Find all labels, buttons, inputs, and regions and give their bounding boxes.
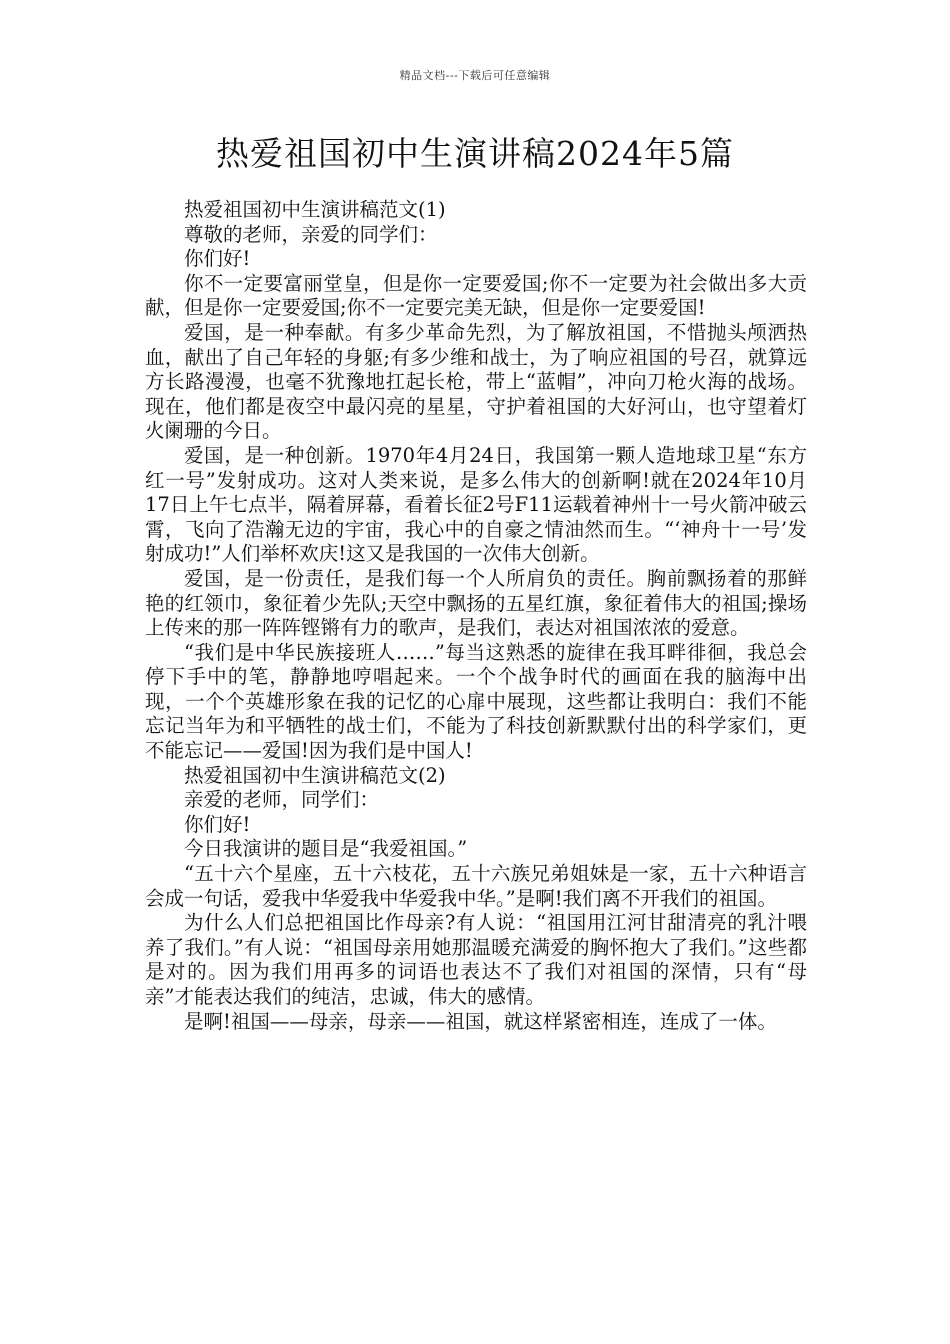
paragraph: 为什么人们总把祖国比作母亲?有人说：“祖国用江河甘甜清亮的乳汁喂养了我们。”有人说：“祖国母亲用她那温暖充满爱的胸怀抱大了我们。”这些都是对的。因为我们用再多的词语也表达不了我们对祖国的深情，只有“母亲”才能表达我们的纯洁，忠诚，伟大的感情。: [145, 911, 807, 1008]
paragraph: 是啊!祖国——母亲，母亲——祖国，就这样紧密相连，连成了一体。: [184, 1009, 777, 1033]
document-title: 热爱祖国初中生演讲稿2024年5篇: [216, 134, 734, 173]
paragraph: 热爱祖国初中生演讲稿范文(1): [184, 198, 446, 221]
paragraph: 你们好!: [184, 247, 251, 271]
paragraph: 亲爱的老师，同学们：: [184, 788, 380, 812]
paragraph: 爱国，是一种奉献。有多少革命先烈，为了解放祖国，不惜抛头颅洒热血，献出了自己年轻的身躯;有多少维和战士，为了响应祖国的号召，就算远方长路漫漫，也毫不犹豫地扛起长枪，带上“蓝帽”，冲向刀枪火海的战场。现在，他们都是夜空中最闪亮的星星，守护着祖国的大好河山，也守望着灯火阑珊的今日。: [145, 320, 807, 443]
paragraph: 你们好!: [184, 812, 251, 836]
header-note: 精品文档---下载后可任意编辑: [399, 69, 551, 82]
paragraph: 尊敬的老师，亲爱的同学们：: [184, 222, 438, 246]
paragraph: 热爱祖国初中生演讲稿范文(2): [184, 763, 446, 787]
paragraph: 爱国，是一种创新。1970年4月24日，我国第一颗人造地球卫星“东方红一号”发射成功。这对人类来说，是多么伟大的创新啊!就在2024年10月17日上午七点半，隔着屏幕，看着长征2号F11运载着神州十一号火箭冲破云霄，飞向了浩瀚无边的宇宙，我心中的自豪之情油然而生。“‘神舟十一号’发射成功!”人们举杯欢庆!这又是我国的一次伟大创新。: [145, 443, 807, 566]
document-body: [145, 198, 807, 1034]
paragraph: 今日我演讲的题目是“我爱祖国。”: [184, 837, 468, 861]
paragraph: 你不一定要富丽堂皇，但是你一定要爱国;你不一定要为社会做出多大贡献，但是你一定要爱国;你不一定要完美无缺，但是你一定要爱国!: [145, 271, 807, 320]
paragraph: “五十六个星座，五十六枝花，五十六族兄弟姐妹是一家，五十六种语言会成一句话，爱我中华爱我中华爱我中华。”是啊!我们离不开我们的祖国。: [145, 862, 807, 910]
paragraph: “我们是中华民族接班人……”每当这熟悉的旋律在我耳畔徘徊，我总会停下手中的笔，静静地哼唱起来。一个个战争时代的画面在我的脑海中出现，一个个英雄形象在我的记忆的心扉中展现，这些都让我明白：我们不能忘记当年为和平牺牲的战士们，不能为了科技创新默默付出的科学家们，更不能忘记——爱国!因为我们是中国人!: [145, 640, 807, 763]
paragraph: 爱国，是一份责任，是我们每一个人所肩负的责任。胸前飘扬着的那鲜艳的红领巾，象征着少先队;天空中飘扬的五星红旗，象征着伟大的祖国;操场上传来的那一阵阵铿锵有力的歌声，是我们，表达对祖国浓浓的爱意。: [145, 566, 807, 640]
